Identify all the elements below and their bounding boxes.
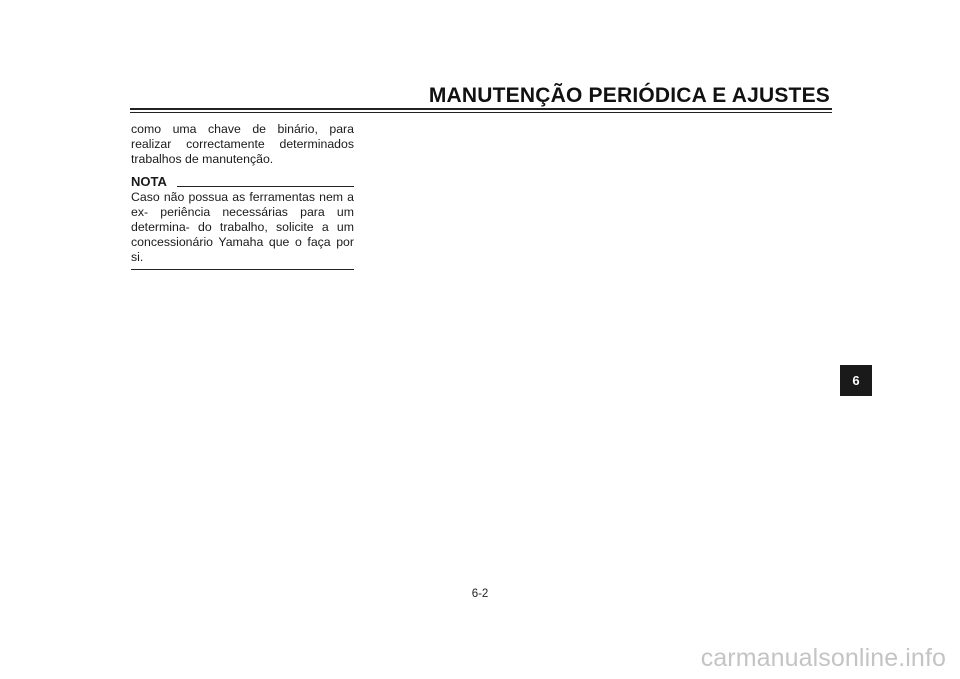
note-block bbox=[131, 174, 354, 270]
note-bottom-rule bbox=[131, 269, 354, 270]
watermark: carmanualsonline.info bbox=[700, 644, 946, 672]
note-header-rule bbox=[177, 186, 354, 187]
note-header bbox=[131, 174, 354, 189]
note-line-text: periência necessárias para um determina- bbox=[131, 205, 354, 234]
paragraph-line: manutenção. bbox=[202, 152, 274, 166]
chapter-tab-label: 6 bbox=[852, 373, 860, 388]
paragraph-line: como uma chave de binário, para realizar bbox=[131, 122, 354, 151]
text-column bbox=[131, 122, 354, 270]
note-line-text: Yamaha que o faça por si. bbox=[131, 235, 354, 264]
body-paragraph bbox=[131, 122, 354, 167]
note-line-text: do trabalho, solicite a um concessionário bbox=[131, 220, 354, 249]
note-text bbox=[131, 190, 354, 265]
page-title: MANUTENÇÃO PERIÓDICA E AJUSTES bbox=[428, 84, 830, 107]
page-number: 6-2 bbox=[471, 588, 489, 600]
chapter-tab bbox=[840, 365, 872, 396]
header-rule-thin bbox=[130, 112, 832, 113]
note-line-text: Caso não possua as ferramentas nem a ex- bbox=[131, 190, 354, 219]
paragraph-line: correctamente determinados trabalhos de bbox=[131, 137, 354, 166]
header-rule-thick bbox=[130, 108, 832, 110]
note-label: NOTA bbox=[131, 174, 167, 189]
